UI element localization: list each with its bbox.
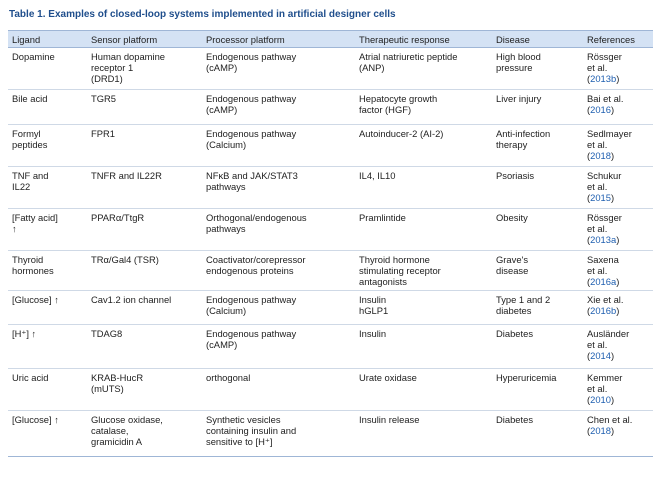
cell-references (583, 90, 653, 125)
reference-author: Kemmer et al. ( (587, 372, 623, 405)
cell-sensor-platform: TNFR and IL22R (87, 167, 202, 209)
column-header-references: References (583, 31, 653, 48)
column-header-therapeutic-response: Therapeutic response (355, 31, 492, 48)
cell-processor-platform: Synthetic vesicles containing insulin and sensitive to [H⁺] (202, 411, 355, 457)
reference-year-link[interactable]: 2010 (590, 394, 611, 405)
cell-references (583, 251, 653, 291)
cell-references (583, 125, 653, 167)
cell-therapeutic-response: Insulin hGLP1 (355, 291, 492, 325)
table-row (8, 167, 653, 209)
cell-references (583, 291, 653, 325)
table-row (8, 125, 653, 167)
reference-close-paren: ) (610, 192, 615, 203)
cell-references (583, 411, 653, 457)
reference-year-link[interactable]: 2013a (590, 234, 617, 245)
table-row (8, 209, 653, 251)
reference-close-paren: ) (616, 305, 620, 316)
column-header-disease: Disease (492, 31, 583, 48)
cell-processor-platform: Endogenous pathway (Calcium) (202, 291, 355, 325)
cell-sensor-platform: TDAG8 (87, 325, 202, 369)
reference-author: Saxena et al. ( (587, 254, 619, 287)
cell-ligand: [H⁺] ↑ (8, 325, 87, 369)
cell-disease: Anti-infection therapy (492, 125, 583, 167)
cell-disease: Liver injury (492, 90, 583, 125)
table-row (8, 251, 653, 291)
cell-therapeutic-response: IL4, IL10 (355, 167, 492, 209)
cell-disease: Diabetes (492, 325, 583, 369)
cell-therapeutic-response: Thyroid hormone stimulating receptor antagonists (355, 251, 492, 291)
cell-sensor-platform: PPARα/TtgR (87, 209, 202, 251)
cell-therapeutic-response: Atrial natriuretic peptide (ANP) (355, 48, 492, 90)
cell-references (583, 167, 653, 209)
column-header-ligand: Ligand (8, 31, 87, 48)
cell-processor-platform: Coactivator/corepressor endogenous proteins (202, 251, 355, 291)
cell-processor-platform: NFκB and JAK/STAT3 pathways (202, 167, 355, 209)
table-header-row (8, 31, 653, 48)
column-header-sensor-platform: Sensor platform (87, 31, 202, 48)
cell-sensor-platform: FPR1 (87, 125, 202, 167)
reference-year-link[interactable]: 2018 (590, 425, 611, 436)
reference-author: Schukur et al. ( (587, 170, 622, 203)
cell-disease: Grave's disease (492, 251, 583, 291)
cell-ligand: TNF and IL22 (8, 167, 87, 209)
table-row (8, 411, 653, 457)
table-body (8, 48, 653, 457)
reference-author: Xie et al. ( (587, 294, 624, 316)
cell-disease: Obesity (492, 209, 583, 251)
cell-sensor-platform: Glucose oxidase, catalase, gramicidin A (87, 411, 202, 457)
cell-sensor-platform: TGR5 (87, 90, 202, 125)
cell-processor-platform: Orthogonal/endogenous pathways (202, 209, 355, 251)
cell-processor-platform: orthogonal (202, 369, 355, 411)
cell-ligand: Bile acid (8, 90, 87, 125)
cell-therapeutic-response: Pramlintide (355, 209, 492, 251)
reference-year-link[interactable]: 2016 (590, 104, 611, 115)
reference-year-link[interactable]: 2014 (590, 350, 611, 361)
table-row (8, 90, 653, 125)
cell-disease: Diabetes (492, 411, 583, 457)
cell-references (583, 209, 653, 251)
cell-processor-platform: Endogenous pathway (cAMP) (202, 325, 355, 369)
reference-close-paren: ) (616, 276, 620, 287)
cell-processor-platform: Endogenous pathway (cAMP) (202, 90, 355, 125)
reference-author: Rössger et al. ( (587, 51, 622, 84)
cell-references (583, 325, 653, 369)
reference-author: Chen et al. ( (587, 414, 633, 436)
cell-references (583, 48, 653, 90)
reference-author: Ausländer et al. ( (587, 328, 630, 361)
cell-ligand: Formyl peptides (8, 125, 87, 167)
cell-sensor-platform: TRα/Gal4 (TSR) (87, 251, 202, 291)
cell-ligand: [Glucose] ↑ (8, 291, 87, 325)
closed-loop-systems-table (8, 30, 653, 457)
cell-disease: Psoriasis (492, 167, 583, 209)
cell-sensor-platform: Cav1.2 ion channel (87, 291, 202, 325)
reference-close-paren: ) (610, 150, 615, 161)
cell-processor-platform: Endogenous pathway (Calcium) (202, 125, 355, 167)
cell-references (583, 369, 653, 411)
reference-close-paren: ) (616, 234, 620, 245)
reference-year-link[interactable]: 2015 (590, 192, 611, 203)
cell-ligand: [Fatty acid] ↑ (8, 209, 87, 251)
reference-close-paren: ) (610, 425, 615, 436)
reference-year-link[interactable]: 2013b (590, 73, 617, 84)
reference-author: Rössger et al. ( (587, 212, 622, 245)
cell-ligand: [Glucose] ↑ (8, 411, 87, 457)
table-caption: Table 1. Examples of closed-loop systems implemented in artificial designer cells (9, 9, 396, 20)
reference-close-paren: ) (616, 73, 620, 84)
cell-ligand: Uric acid (8, 369, 87, 411)
cell-disease: High blood pressure (492, 48, 583, 90)
table-row (8, 369, 653, 411)
cell-sensor-platform: Human dopamine receptor 1 (DRD1) (87, 48, 202, 90)
cell-therapeutic-response: Insulin (355, 325, 492, 369)
cell-therapeutic-response: Hepatocyte growth factor (HGF) (355, 90, 492, 125)
reference-year-link[interactable]: 2018 (590, 150, 611, 161)
cell-ligand: Thyroid hormones (8, 251, 87, 291)
cell-therapeutic-response: Autoinducer-2 (AI-2) (355, 125, 492, 167)
cell-therapeutic-response: Urate oxidase (355, 369, 492, 411)
column-header-processor-platform: Processor platform (202, 31, 355, 48)
cell-disease: Type 1 and 2 diabetes (492, 291, 583, 325)
reference-author: Bai et al. ( (587, 93, 624, 115)
table-row (8, 291, 653, 325)
table-row (8, 48, 653, 90)
reference-close-paren: ) (610, 350, 615, 361)
cell-sensor-platform: KRAB-HucR (mUTS) (87, 369, 202, 411)
cell-processor-platform: Endogenous pathway (cAMP) (202, 48, 355, 90)
cell-ligand: Dopamine (8, 48, 87, 90)
reference-close-paren: ) (610, 394, 615, 405)
reference-close-paren: ) (610, 104, 615, 115)
table-row (8, 325, 653, 369)
reference-year-link[interactable]: 2016a (590, 276, 617, 287)
cell-disease: Hyperuricemia (492, 369, 583, 411)
cell-therapeutic-response: Insulin release (355, 411, 492, 457)
reference-year-link[interactable]: 2016b (590, 305, 617, 316)
reference-author: Sedlmayer et al. ( (587, 128, 632, 161)
